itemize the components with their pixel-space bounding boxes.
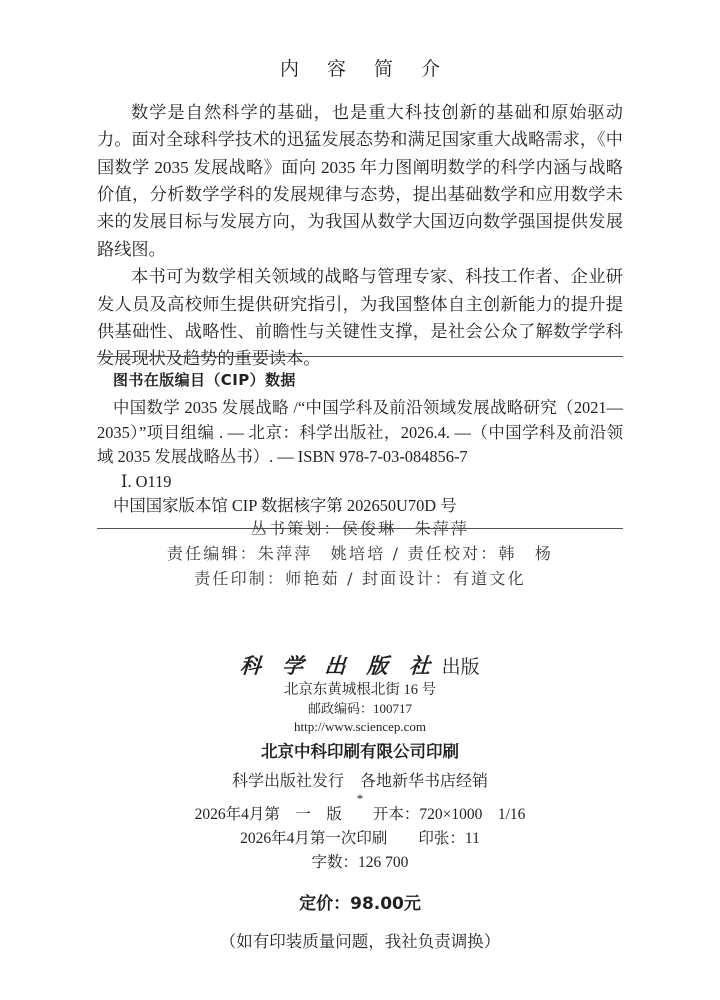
publisher-url[interactable]: http://www.sciencep.com	[293, 719, 426, 734]
printer-name: 北京中科印刷有限公司印刷	[261, 742, 459, 761]
credit-line-planning: 丛书策划：侯俊琳 朱萍萍	[250, 519, 470, 538]
cip-heading: 图书在版编目（CIP）数据	[113, 371, 296, 389]
publisher-logo: 科 学 出 版 社	[239, 653, 439, 678]
spec-wordcount: 字数：126 700	[311, 854, 409, 871]
spec-edition: 2026年4月第 一 版 开本：720×1000 1/16	[194, 806, 526, 823]
exchange-note: （如有印装质量问题，我社负责调换）	[219, 932, 501, 951]
cip-section	[97, 356, 623, 529]
publisher-logo-row	[97, 655, 623, 677]
credits-section	[97, 516, 623, 591]
asterisk-separator: *	[356, 791, 364, 806]
printing-section	[97, 738, 623, 806]
publisher-logo-suffix: 出版	[441, 656, 480, 678]
cip-content	[97, 357, 623, 528]
summary-title: 内 容 简 介	[279, 58, 452, 80]
publisher-postcode: 邮政编码：100717	[307, 701, 412, 716]
publisher-address: 北京东黄城根北街 16 号	[283, 682, 437, 698]
spec-impression: 2026年4月第一次印刷 印张：11	[240, 830, 480, 847]
credit-line-production: 责任印制：师艳茹 / 封面设计：有道文化	[194, 569, 526, 588]
summary-section	[97, 58, 623, 373]
credit-line-editor: 责任编辑：朱萍萍 姚培培 / 责任校对：韩 杨	[166, 544, 554, 563]
summary-paragraph-1: 数学是自然科学的基础，也是重大科技创新的基础和原始驱动力。面对全球科学技术的迅猛发展态势和满足国家重大战略需求，《中国数学 2035 发展战略》面向 2035 年力图阐明数学的科学内涵与战略价值，分析数学学科的发展规律与态势，提出基础数学和应用数学未来的发展目标与发展方向，为我国从数学大国迈向数学强国提供发展路线图。	[97, 102, 623, 259]
cip-body: 中国数学 2035 发展战略 /“中国学科及前沿领域发展战略研究（2021—2035）”项目组编 . — 北京：科学出版社，2026.4. —（中国学科及前沿领域 2035 发展战略丛书）. — ISBN 978-7-03-084856-7	[97, 398, 623, 467]
summary-paragraph-2: 本书可为数学相关领域的战略与管理专家、科技工作者、企业研发人员及高校师生提供研究指引，为我国整体自主创新能力的提升提供基础性、战略性、前瞻性与关键性支撑，是社会公众了解数学学科发展现状及趋势的重要读本。	[97, 267, 623, 369]
distributor-line: 科学出版社发行 各地新华书店经销	[231, 773, 488, 790]
cip-classification: Ⅰ. O119	[121, 471, 172, 491]
publisher-section	[97, 655, 623, 736]
cip-number: 中国国家版本馆 CIP 数据核字第 202650U70D 号	[113, 496, 457, 516]
price-line: 定价：98.00元	[299, 894, 421, 914]
specs-section	[97, 803, 623, 952]
